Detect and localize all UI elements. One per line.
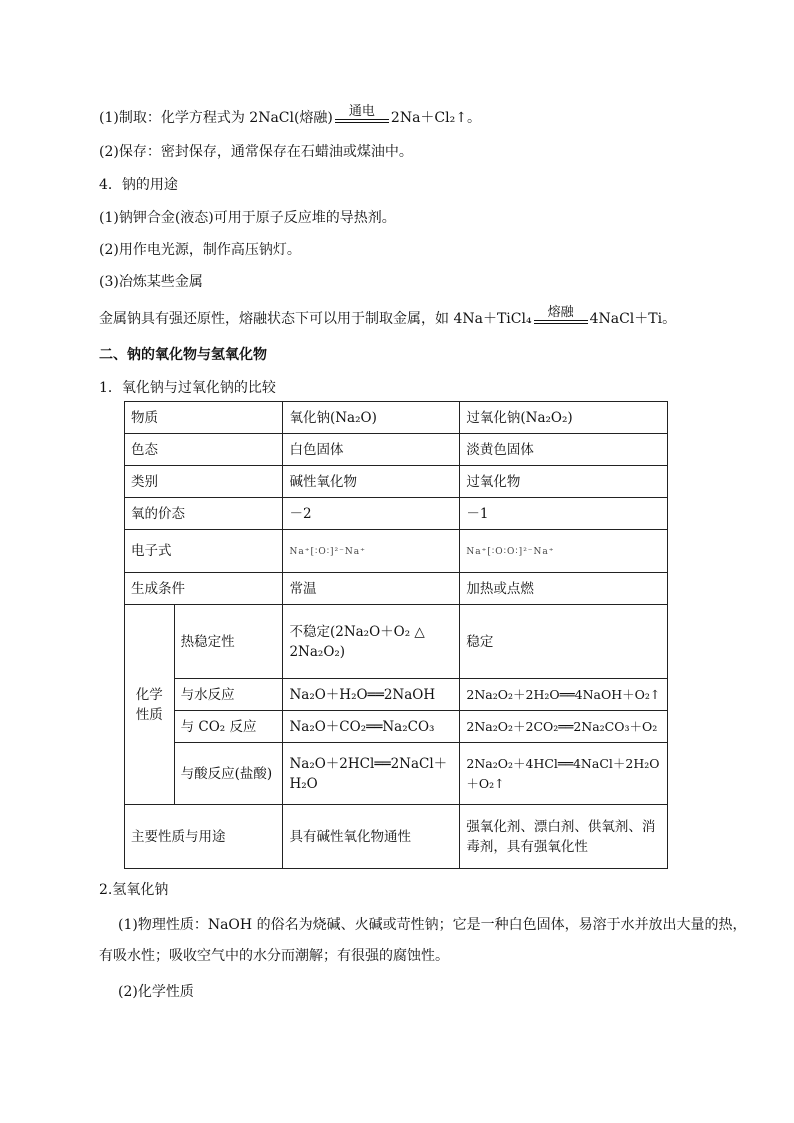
table-row [125, 498, 668, 530]
table-cell: Na₂O＋2HCl══2NaCl＋H₂O [283, 743, 460, 805]
comparison-table [124, 401, 668, 869]
preparation-line [99, 104, 481, 128]
table-cell: 2Na₂O₂＋4HCl══4NaCl＋2H₂O＋O₂↑ [460, 743, 668, 805]
table-cell: 氧化钠(Na₂O) [283, 402, 460, 434]
chemical-properties-heading: (2)化学性质 [118, 984, 194, 1000]
table-cell: 与 CO₂ 反应 [174, 711, 283, 743]
table-cell: 常温 [283, 573, 460, 605]
table-row [125, 743, 668, 805]
table-row [125, 605, 668, 679]
table-cell: Na₂O＋H₂O══2NaOH [283, 679, 460, 711]
table-cell: 与酸反应(盐酸) [174, 743, 283, 805]
table-cell: 生成条件 [125, 573, 283, 605]
table-cell [460, 530, 668, 573]
physical-properties-cont: 有吸水性；吸收空气中的水分而潮解；有很强的腐蚀性。 [99, 948, 449, 964]
table-cell [283, 530, 460, 573]
smelting-products: 4NaCl＋Ti。 [589, 311, 677, 327]
table-cell: 过氧化钠(Na₂O₂) [460, 402, 668, 434]
table-cell: 主要性质与用途 [125, 805, 283, 869]
table-cell: 稳定 [460, 605, 668, 679]
table-cell: 与水反应 [174, 679, 283, 711]
preparation-products: 2Na＋Cl₂↑。 [390, 110, 481, 126]
table-cell: 物质 [125, 402, 283, 434]
table-row [125, 573, 668, 605]
table-cell: 2Na₂O₂＋2CO₂══2Na₂CO₃＋O₂ [460, 711, 668, 743]
use-3: (3)冶炼某些金属 [99, 274, 203, 290]
table-cell: Na₂O＋CO₂══Na₂CO₃ [283, 711, 460, 743]
table-cell: 过氧化物 [460, 466, 668, 498]
table-row [125, 711, 668, 743]
lewis-structure: Na⁺[∶O∶O∶]²⁻Na⁺ [466, 547, 555, 557]
table-cell: 淡黄色固体 [460, 434, 668, 466]
storage-line: (2)保存：密封保存，通常保存在石蜡油或煤油中。 [99, 144, 413, 160]
condition-arrow [335, 104, 389, 128]
section-heading: 二、钠的氧化物与氢氧化物 [99, 347, 267, 363]
condition-label: 熔融 [547, 305, 574, 320]
table-cell: 电子式 [125, 530, 283, 573]
lewis-structure: Na⁺[∶O∶]²⁻Na⁺ [289, 547, 366, 557]
table-cell: 氧的价态 [125, 498, 283, 530]
naoh-heading: 2.氢氧化钠 [99, 882, 169, 898]
table-cell: 强氧化剂、漂白剂、供氧剂、消毒剂，具有强氧化性 [460, 805, 668, 869]
table-cell: 白色固体 [283, 434, 460, 466]
table-cell: 类别 [125, 466, 283, 498]
use-1: (1)钠钾合金(液态)可用于原子反应堆的导热剂。 [99, 210, 396, 226]
table-row [125, 434, 668, 466]
table-cell: 具有碱性氧化物通性 [283, 805, 460, 869]
table-row [125, 402, 668, 434]
table-cell: 碱性氧化物 [283, 466, 460, 498]
physical-properties: (1)物理性质：NaOH 的俗名为烧碱、火碱或苛性钠；它是一种白色固体，易溶于水并放出大量的热， [118, 917, 747, 933]
preparation-text: (1)制取：化学方程式为 2NaCl(熔融) [99, 110, 333, 126]
table-cell: 热稳定性 [174, 605, 283, 679]
use-2: (2)用作电光源，制作高压钠灯。 [99, 242, 301, 258]
table-cell: 2Na₂O₂＋2H₂O══4NaOH＋O₂↑ [460, 679, 668, 711]
table-cell: 化学性质 [125, 605, 175, 805]
condition-label: 通电 [348, 104, 375, 119]
subsection-heading: 1．氧化钠与过氧化钠的比较 [99, 380, 276, 396]
table-cell: 色态 [125, 434, 283, 466]
smelting-text: 金属钠具有强还原性，熔融状态下可以用于制取金属，如 4Na＋TiCl₄ [99, 311, 532, 327]
table-row [125, 679, 668, 711]
uses-heading: 4．钠的用途 [99, 177, 178, 193]
table-row [125, 805, 668, 869]
table-row [125, 530, 668, 573]
table-cell: 不稳定(2Na₂O＋O₂ △ 2Na₂O₂) [283, 605, 460, 679]
smelting-line [99, 305, 677, 329]
table-cell: －2 [283, 498, 460, 530]
table-cell: －1 [460, 498, 668, 530]
table-row [125, 466, 668, 498]
condition-arrow [534, 305, 588, 329]
table-cell: 加热或点燃 [460, 573, 668, 605]
